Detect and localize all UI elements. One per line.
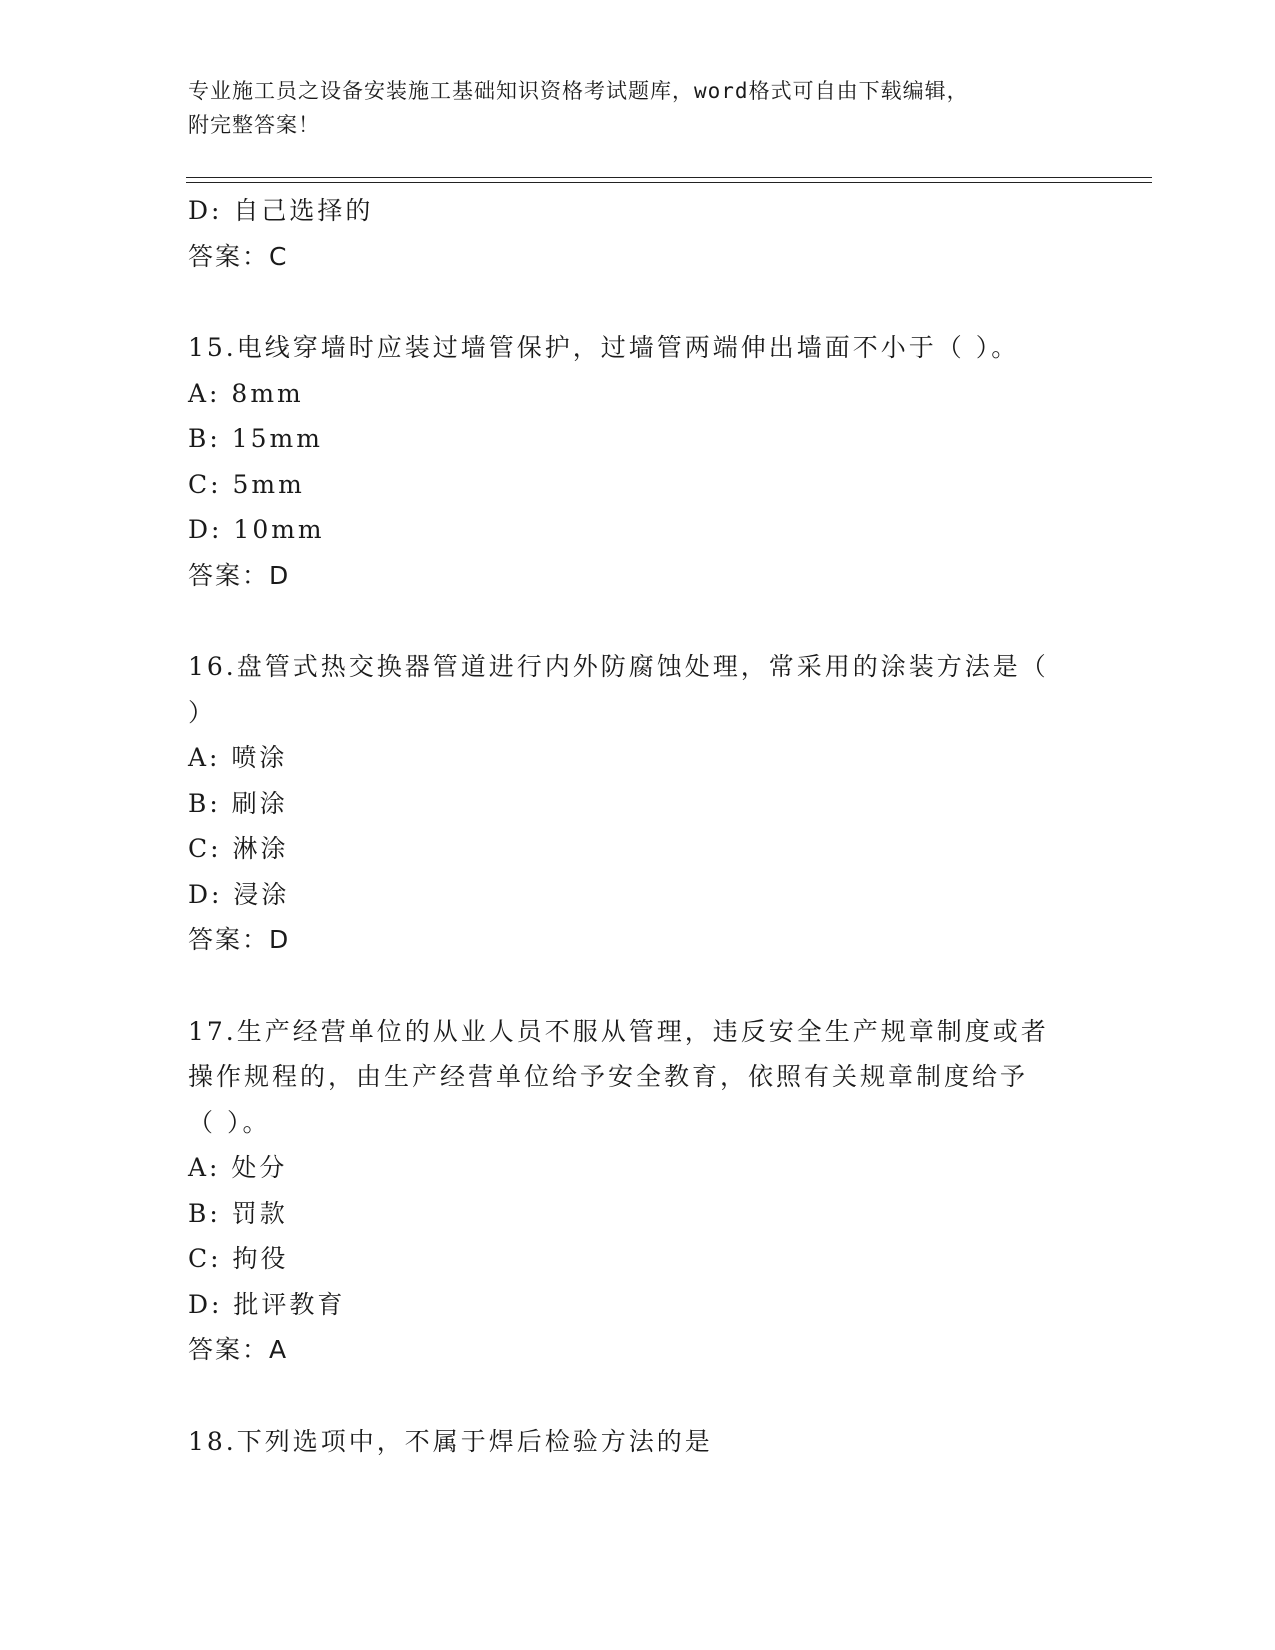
- prev-option-d: D: 自己选择的: [188, 196, 374, 225]
- question-16-text-line-2: ）: [188, 697, 217, 727]
- question-16-text-line-1: 16.盘管式热交换器管道进行内外防腐蚀处理，常采用的涂装方法是（: [188, 652, 1049, 681]
- header-divider-bottom: [186, 182, 1152, 183]
- document-body: [188, 188, 1088, 1464]
- prev-answer: 答案：C: [188, 241, 289, 271]
- question-15-option-b: B: 15mm: [188, 424, 323, 453]
- header-line-2: 附完整答案！: [188, 113, 320, 137]
- question-18: [188, 1419, 1088, 1465]
- question-15-answer: 答案：D: [188, 560, 291, 590]
- question-16-option-c: C: 淋涂: [188, 834, 289, 863]
- question-15-text: 15.电线穿墙时应装过墙管保护，过墙管两端伸出墙面不小于（ ）。: [188, 333, 1020, 362]
- question-15-option-c: C: 5mm: [188, 469, 305, 499]
- question-17-text-line-1: 17.生产经营单位的从业人员不服从管理，违反安全生产规章制度或者: [188, 1016, 1049, 1046]
- header-line-1: 专业施工员之设备安装施工基础知识资格考试题库，word格式可自由下载编辑，: [188, 79, 969, 103]
- document-header: [188, 74, 1088, 142]
- question-15: [188, 325, 1088, 598]
- question-17-answer: 答案：A: [188, 1335, 289, 1364]
- question-17-text-line-2: 操作规程的，由生产经营单位给予安全教育，依照有关规章制度给予: [188, 1062, 1029, 1091]
- question-17-option-d: D: 批评教育: [188, 1289, 346, 1319]
- question-15-option-a: A: 8mm: [188, 378, 304, 408]
- question-17-option-b: B: 罚款: [188, 1198, 288, 1228]
- question-16-option-d: D: 浸涂: [188, 879, 290, 909]
- question-17-option-c: C: 拘役: [188, 1244, 289, 1273]
- header-divider-top: [186, 177, 1152, 178]
- question-16-option-a: A: 喷涂: [188, 743, 288, 772]
- question-16-option-b: B: 刷涂: [188, 788, 288, 818]
- question-16: [188, 644, 1088, 963]
- question-17-option-a: A: 处分: [188, 1153, 288, 1182]
- question-17: [188, 1009, 1088, 1373]
- question-18-text: 18.下列选项中，不属于焊后检验方法的是: [188, 1426, 713, 1456]
- question-17-text-line-3: （ ）。: [188, 1107, 271, 1137]
- question-15-option-d: D: 10mm: [188, 515, 325, 544]
- question-16-answer: 答案：D: [188, 925, 291, 954]
